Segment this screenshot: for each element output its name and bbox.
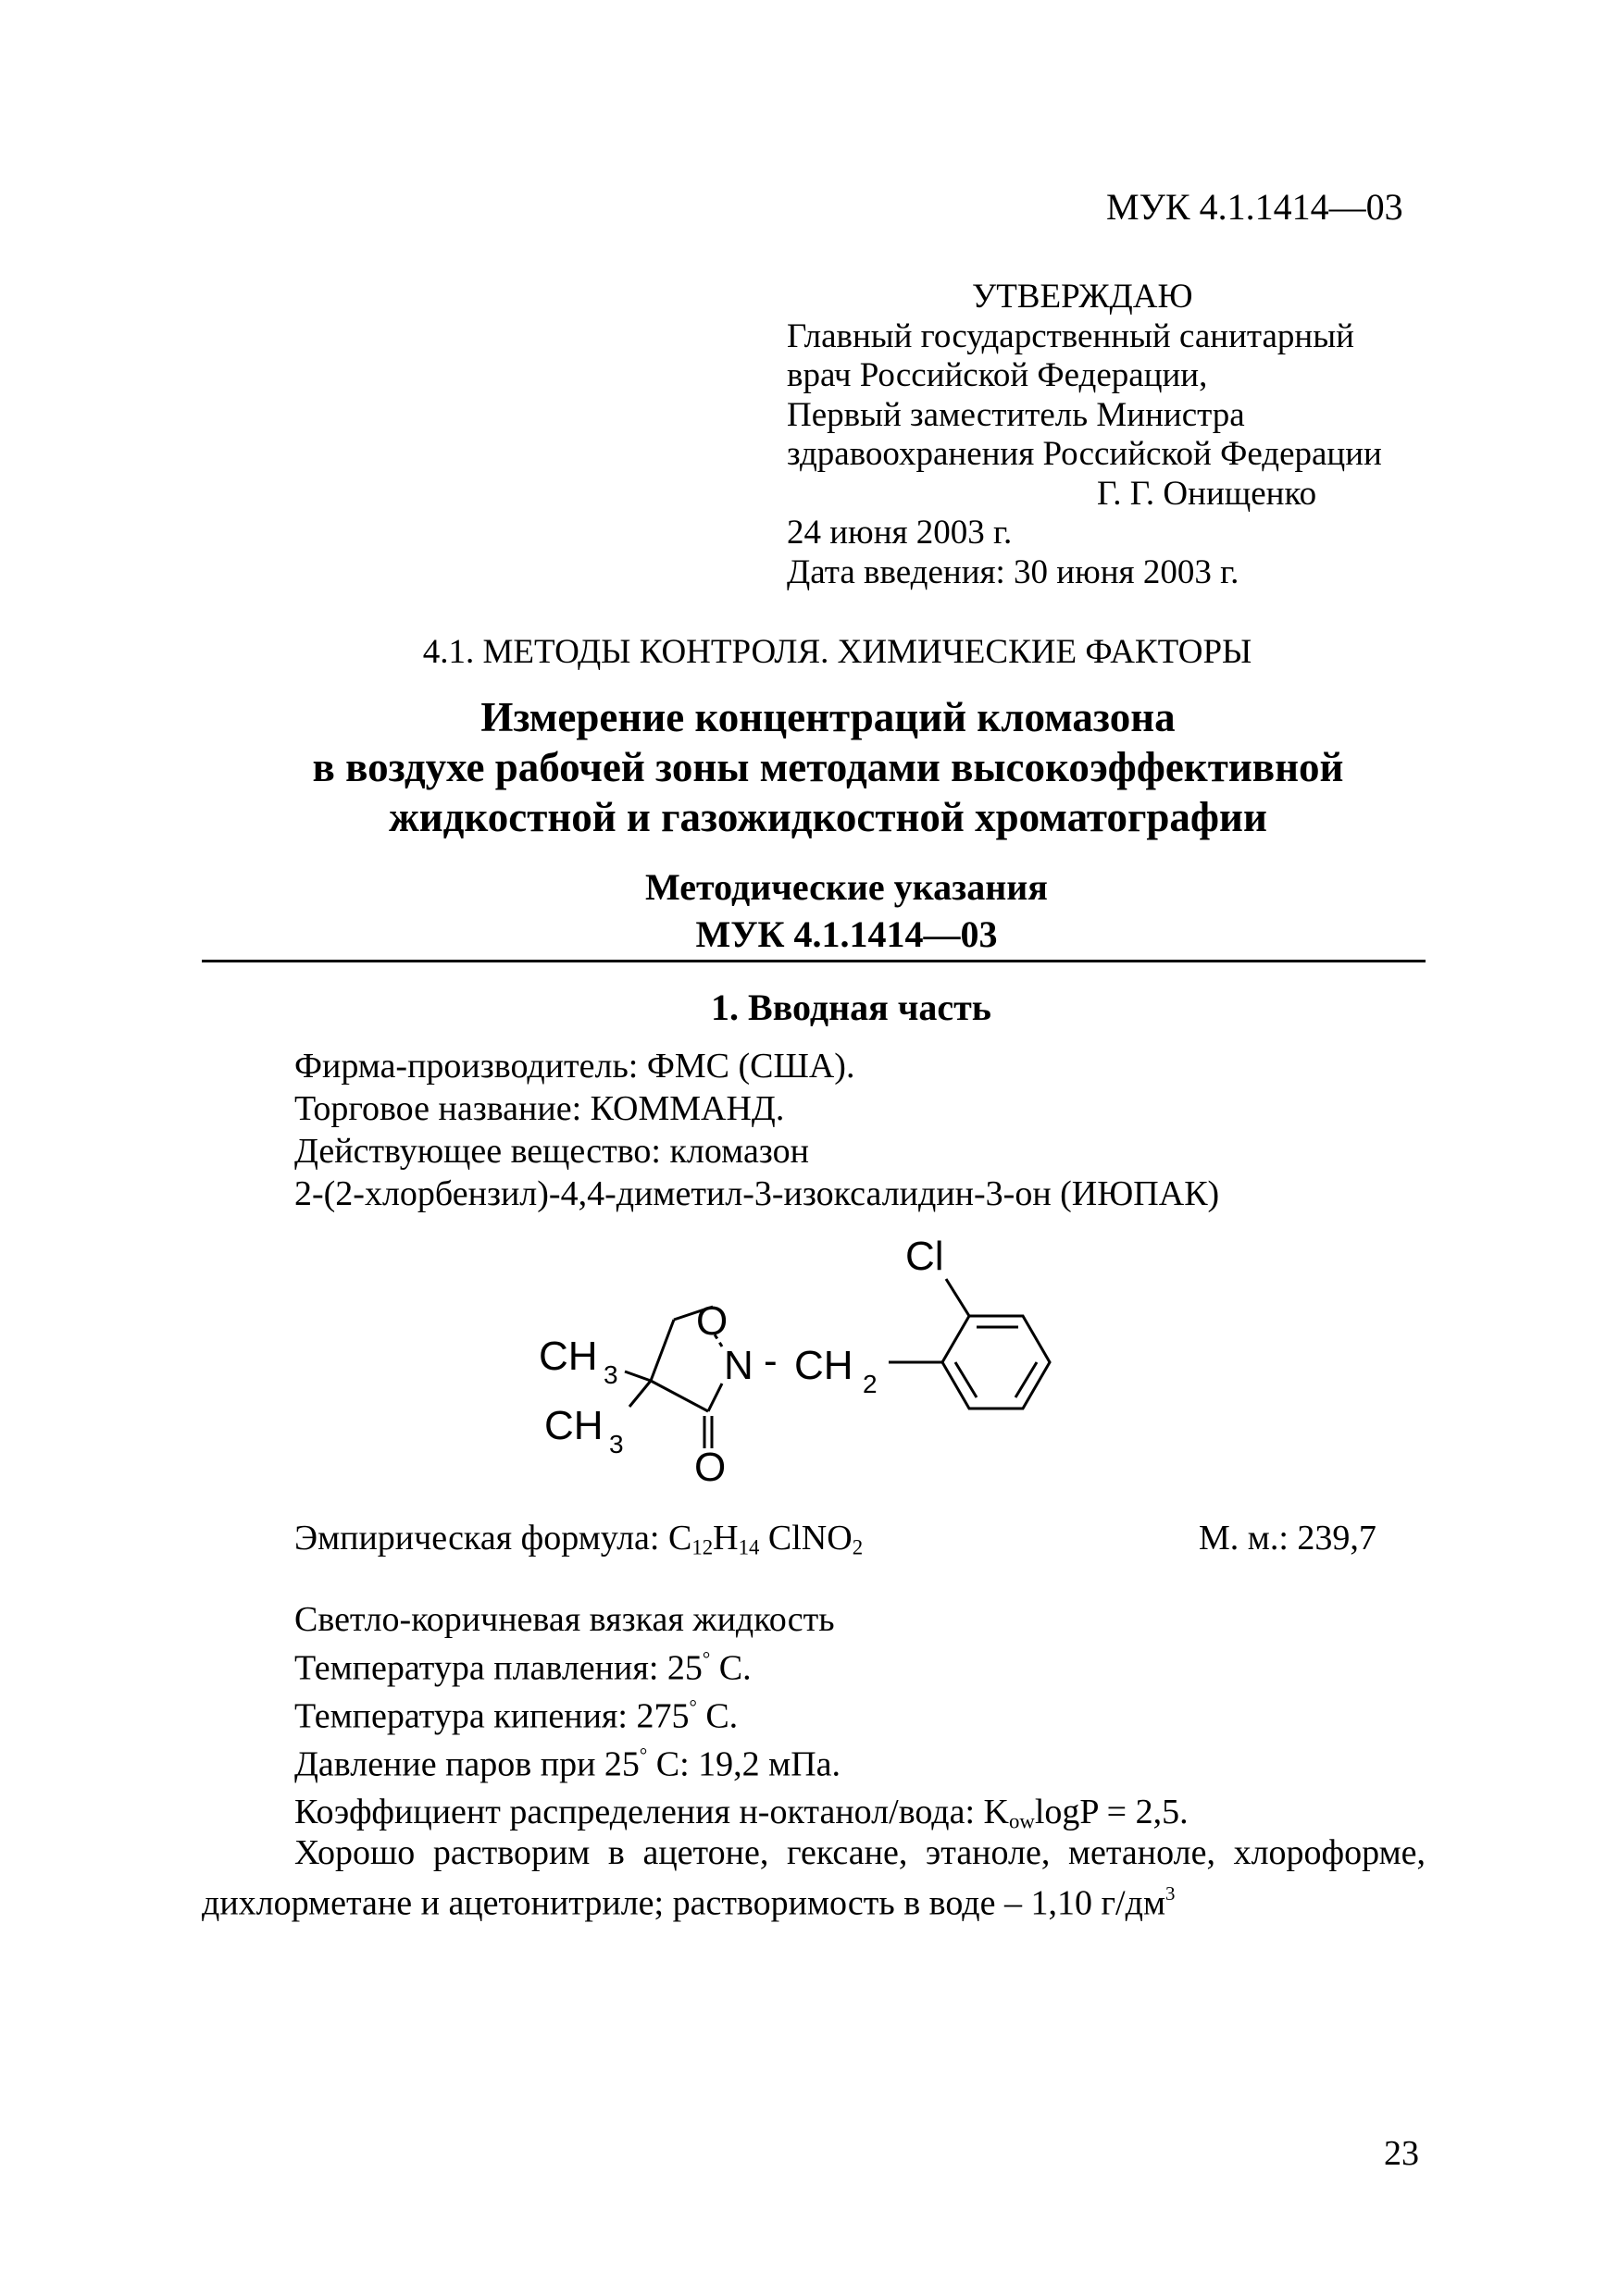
property-text: Температура кипения: 275	[294, 1696, 690, 1736]
manufacturer-line: Фирма-производитель: ФМС (США).	[294, 1047, 855, 1086]
methyl-bottom-label: CH	[544, 1403, 604, 1448]
nitrogen-label: N	[724, 1343, 753, 1388]
property-text: Коэффициент распределения н-октанол/вода: K	[294, 1793, 1009, 1831]
document-title	[0, 692, 1619, 842]
boiling-point-line	[294, 1695, 738, 1737]
methyl-top-label: CH	[539, 1334, 598, 1379]
empirical-formula	[294, 1518, 863, 1560]
property-text: С.	[710, 1648, 752, 1688]
structural-formula	[518, 1231, 1092, 1518]
formula-subscript: 14	[738, 1535, 760, 1559]
appearance-line: Светло-коричневая вязкая жидкость	[294, 1600, 835, 1639]
approval-line: здравоохранения Российской Федерации	[787, 435, 1382, 473]
iupac-name-line: 2-(2-хлорбензил)-4,4-диметил-3-изоксалидин-3-он (ИЮПАК)	[294, 1174, 1220, 1213]
methyl-top-subscript: 3	[604, 1360, 618, 1389]
document-code: МУК 4.1.1414—03	[1106, 186, 1403, 228]
bond	[651, 1381, 708, 1411]
approval-line: врач Российской Федерации,	[787, 356, 1208, 394]
partition-coefficient-line	[294, 1792, 1189, 1834]
benzene-ring	[942, 1316, 1050, 1409]
property-subscript: ow	[1009, 1809, 1035, 1833]
bond	[651, 1320, 674, 1381]
ring-oxygen-label: O	[696, 1298, 729, 1344]
methylene-label: CH	[794, 1343, 853, 1388]
title-line: жидкостной и газожидкостной хроматографии	[389, 794, 1267, 840]
property-text: С.	[696, 1696, 739, 1736]
formula-element: H	[713, 1519, 739, 1558]
approval-line: Первый заместитель Министра	[787, 395, 1245, 434]
property-text: logP = 2,5.	[1034, 1793, 1189, 1831]
title-line: Измерение концентраций кломазона	[480, 694, 1176, 740]
solubility-paragraph	[202, 1832, 1426, 1924]
page-number: 23	[1384, 2134, 1419, 2173]
formula-subscript: 12	[691, 1535, 714, 1559]
bond	[946, 1279, 969, 1316]
degree-sign: °	[639, 1744, 648, 1766]
effective-date: Дата введения: 30 июня 2003 г.	[787, 552, 1239, 591]
trade-name-line: Торговое название: КОММАНД.	[294, 1089, 785, 1128]
subtitle-line: Методические указания	[645, 866, 1048, 908]
melting-point-line	[294, 1647, 752, 1689]
subtitle-line: МУК 4.1.1414—03	[695, 913, 998, 955]
approver-name: Г. Г. Онищенко	[1097, 474, 1317, 513]
bond	[629, 1381, 651, 1407]
section-heading: 1. Вводная часть	[711, 987, 991, 1028]
title-line: в воздухе рабочей зоны методами высокоэффективной	[312, 744, 1344, 790]
bond	[625, 1371, 651, 1381]
unit-superscript: 3	[1165, 1882, 1176, 1905]
degree-sign: °	[702, 1647, 711, 1669]
formula-subscript: 2	[852, 1535, 864, 1559]
approval-heading: УТВЕРЖДАЮ	[972, 278, 1193, 316]
approval-block	[787, 278, 1382, 592]
formula-label: Эмпирическая формула:	[294, 1519, 668, 1558]
active-substance-line: Действующее вещество: кломазон	[294, 1132, 809, 1171]
chlorine-label: Cl	[905, 1234, 944, 1279]
document-subtitle	[0, 863, 1619, 958]
molecular-mass: М. м.: 239,7	[1199, 1519, 1376, 1558]
property-text: С: 19,2 мПа.	[647, 1744, 841, 1784]
section-label: 4.1. МЕТОДЫ КОНТРОЛЯ. ХИМИЧЕСКИЕ ФАКТОРЫ	[422, 633, 1252, 671]
bond	[708, 1384, 722, 1411]
methyl-bottom-subscript: 3	[609, 1430, 624, 1458]
approval-line: Главный государственный санитарный	[787, 316, 1354, 355]
carbonyl-oxygen-label: O	[694, 1445, 727, 1490]
formula-element: ClNO	[759, 1519, 853, 1558]
solubility-text: Хорошо растворим в ацетоне, гексане, этаноле, метаноле, хлороформе, дихлорметане и ацетонитриле; растворимость в воде – 1,10 г/дм	[202, 1833, 1426, 1923]
bond-dash: -	[764, 1338, 778, 1384]
property-text: Давление паров при 25	[294, 1744, 640, 1784]
horizontal-rule	[202, 960, 1426, 962]
property-text: Температура плавления: 25	[294, 1648, 703, 1688]
degree-sign: °	[689, 1695, 697, 1718]
vapor-pressure-line	[294, 1744, 841, 1785]
formula-element: C	[667, 1519, 692, 1558]
methylene-subscript: 2	[863, 1370, 878, 1398]
approval-date: 24 июня 2003 г.	[787, 514, 1013, 552]
